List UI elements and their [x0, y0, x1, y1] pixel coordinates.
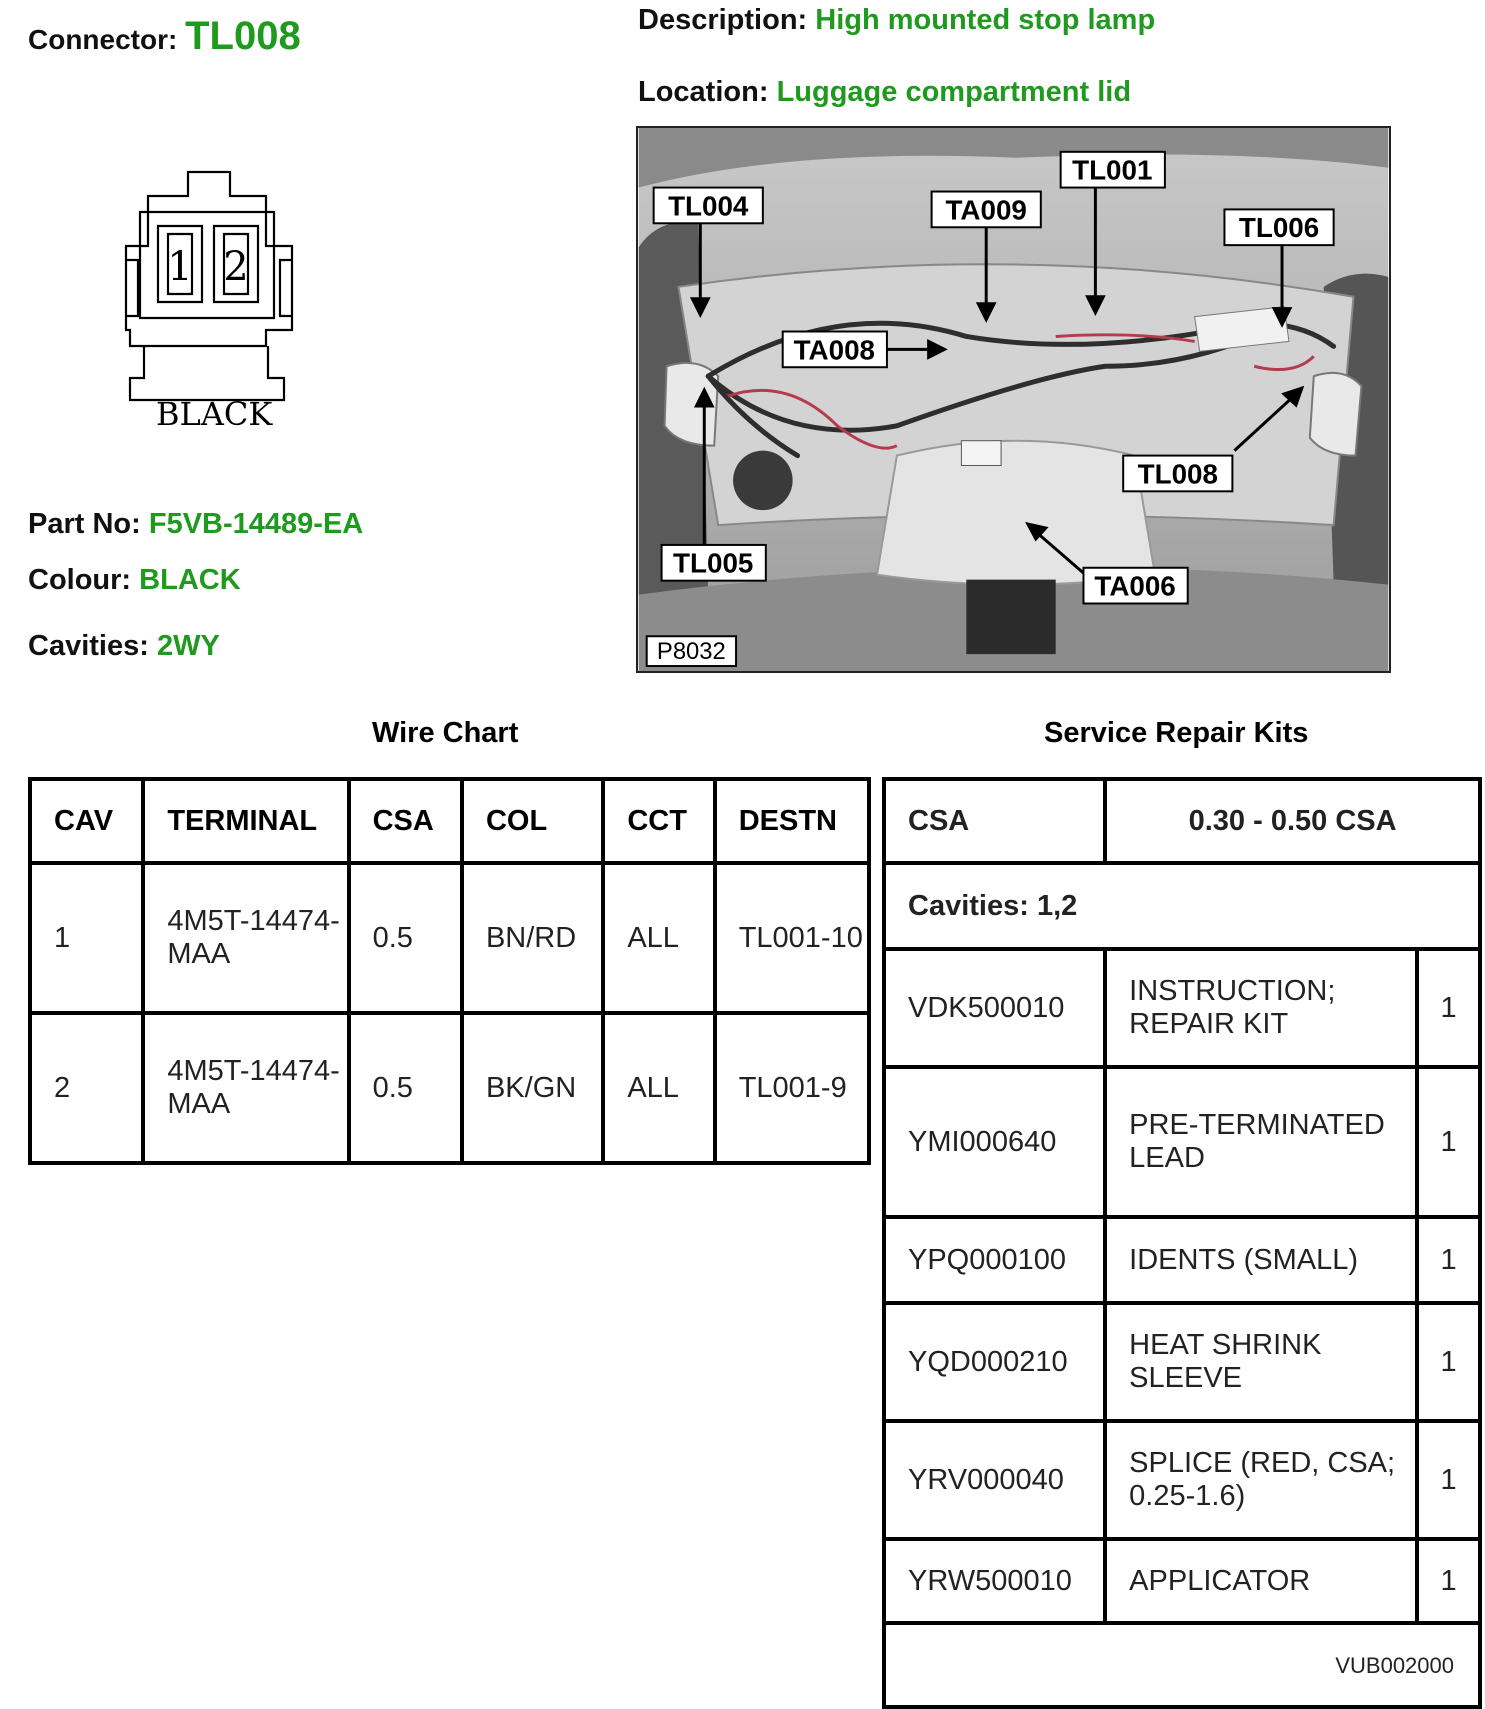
kit-code: YPQ000100	[884, 1217, 1105, 1303]
callout-tl001: TL001	[1072, 154, 1153, 186]
callout-tl004: TL004	[668, 190, 749, 222]
callout-tl005: TL005	[673, 547, 754, 579]
colour-label: Colour:	[28, 564, 132, 596]
cell-csa: 0.5	[349, 1013, 462, 1163]
colour-field	[28, 564, 241, 597]
table-row	[884, 1217, 1480, 1303]
table-row	[884, 1539, 1480, 1623]
kit-description: HEAT SHRINK SLEEVE	[1105, 1303, 1417, 1421]
header-cav: CAV	[30, 779, 143, 863]
pin-1-label: 1	[167, 244, 193, 290]
kits-cavities-row	[884, 863, 1480, 949]
kit-description: SPLICE (RED, CSA; 0.25-1.6)	[1105, 1421, 1417, 1539]
repair-kits-title: Service Repair Kits	[1044, 717, 1309, 749]
cell-col: BN/RD	[462, 863, 603, 1013]
location-field	[638, 76, 1131, 109]
wire-chart-header-row	[30, 779, 869, 863]
kit-code: YRV000040	[884, 1421, 1105, 1539]
connector-colour-caption: BLACK	[156, 395, 273, 433]
part-number-label: Part No:	[28, 508, 141, 540]
cell-terminal: 4M5T-14474-MAA	[143, 1013, 348, 1163]
cavities-value: 2WY	[156, 630, 220, 662]
kit-description: IDENTS (SMALL)	[1105, 1217, 1417, 1303]
kits-footer-code: VUB002000	[884, 1623, 1480, 1707]
table-row	[30, 863, 869, 1013]
kits-csa-label: CSA	[884, 779, 1105, 863]
header-terminal: TERMINAL	[143, 779, 348, 863]
kit-quantity: 1	[1417, 1067, 1480, 1217]
description-label: Description:	[638, 4, 808, 36]
kits-cavities: Cavities: 1,2	[884, 863, 1480, 949]
table-row	[884, 1303, 1480, 1421]
table-row	[884, 1067, 1480, 1217]
pin-2-label: 2	[223, 244, 249, 290]
cell-cct: ALL	[603, 863, 714, 1013]
connector-field	[28, 14, 301, 59]
header-csa: CSA	[349, 779, 462, 863]
cell-destn: TL001-10	[715, 863, 869, 1013]
cell-destn: TL001-9	[715, 1013, 869, 1163]
kit-quantity: 1	[1417, 1539, 1480, 1623]
cavities-field	[28, 630, 220, 663]
kit-code: YMI000640	[884, 1067, 1105, 1217]
kit-quantity: 1	[1417, 1303, 1480, 1421]
location-label: Location:	[638, 76, 769, 108]
repair-kits-table	[882, 777, 1482, 1709]
connector-label: Connector:	[28, 24, 178, 55]
kit-description: PRE-TERMINATED LEAD	[1105, 1067, 1417, 1217]
header-col: COL	[462, 779, 603, 863]
table-row	[884, 949, 1480, 1067]
callout-tl008: TL008	[1137, 458, 1218, 490]
kit-quantity: 1	[1417, 1217, 1480, 1303]
connector-value: TL008	[185, 14, 301, 58]
kit-code: YQD000210	[884, 1303, 1105, 1421]
kit-code: VDK500010	[884, 949, 1105, 1067]
cell-cct: ALL	[603, 1013, 714, 1163]
callout-tl006: TL006	[1238, 212, 1320, 244]
header-destn: DESTN	[715, 779, 869, 863]
kit-description: APPLICATOR	[1105, 1539, 1417, 1623]
header-cct: CCT	[603, 779, 714, 863]
callout-ta006: TA006	[1094, 570, 1176, 602]
cavities-label: Cavities:	[28, 630, 149, 662]
kits-csa-range: 0.30 - 0.50 CSA	[1105, 779, 1480, 863]
callout-ta008: TA008	[793, 334, 875, 366]
kit-description: INSTRUCTION; REPAIR KIT	[1105, 949, 1417, 1067]
kits-footer-row	[884, 1623, 1480, 1707]
location-photo	[636, 126, 1391, 673]
wire-chart-table	[28, 777, 871, 1165]
callout-ta009: TA009	[945, 194, 1027, 226]
cell-cav: 2	[30, 1013, 143, 1163]
kit-code: YRW500010	[884, 1539, 1105, 1623]
location-value: Luggage compartment lid	[776, 76, 1132, 108]
wire-chart-title: Wire Chart	[372, 717, 519, 749]
cell-csa: 0.5	[349, 863, 462, 1013]
cell-col: BK/GN	[462, 1013, 603, 1163]
table-row	[30, 1013, 869, 1163]
colour-value: BLACK	[139, 564, 241, 596]
kit-quantity: 1	[1417, 1421, 1480, 1539]
photo-reference: P8032	[656, 638, 726, 666]
part-number-value: F5VB-14489-EA	[148, 508, 364, 540]
description-value: High mounted stop lamp	[815, 4, 1156, 36]
part-number-field	[28, 508, 363, 541]
table-row	[884, 1421, 1480, 1539]
cell-terminal: 4M5T-14474-MAA	[143, 863, 348, 1013]
kit-quantity: 1	[1417, 949, 1480, 1067]
cell-cav: 1	[30, 863, 143, 1013]
description-field	[638, 2, 1158, 38]
kits-header-row	[884, 779, 1480, 863]
